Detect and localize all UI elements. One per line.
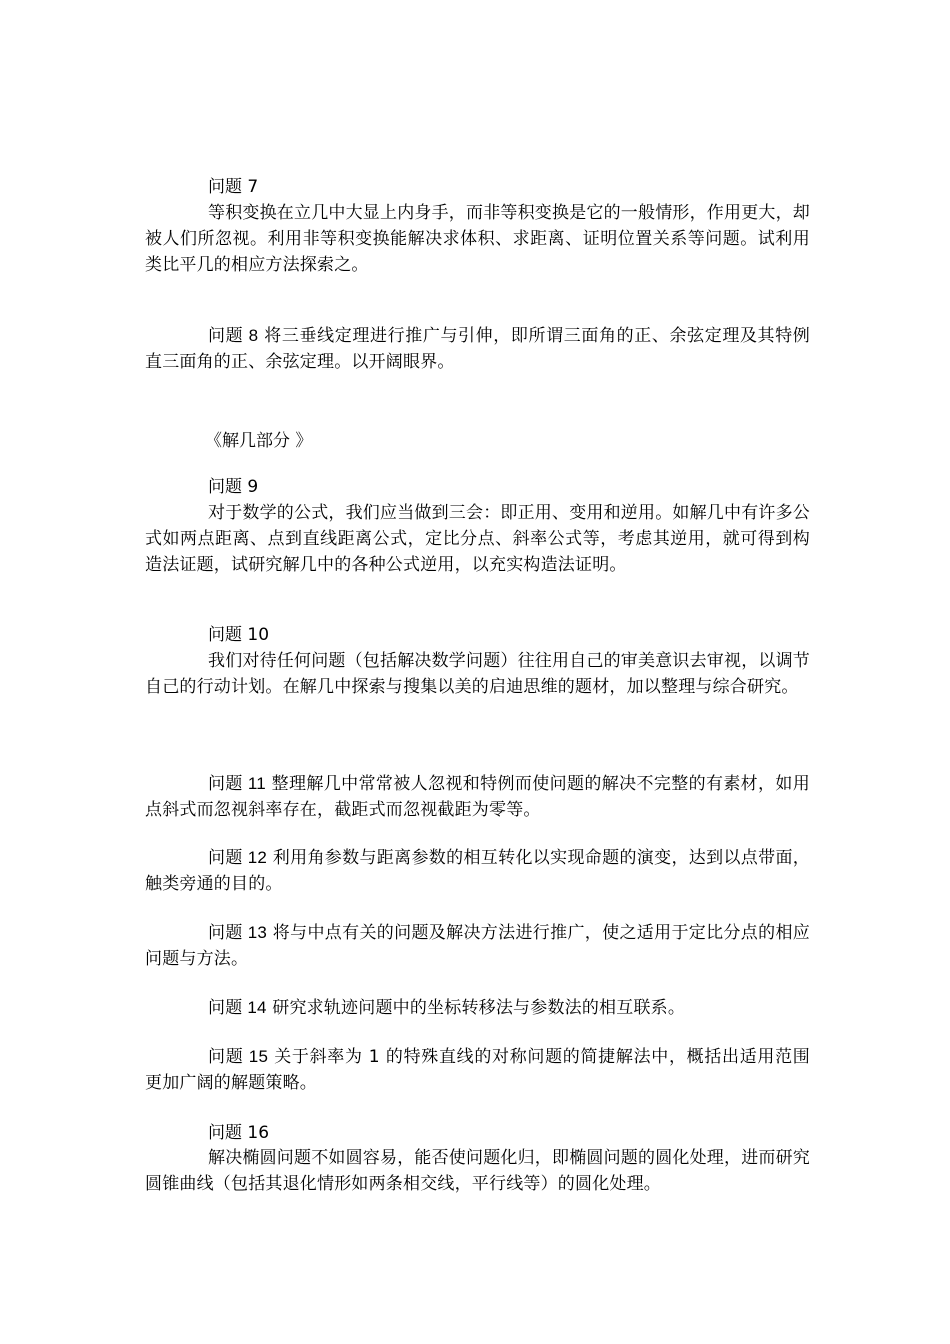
problem-10-label: 问题 10 bbox=[208, 625, 270, 645]
problem-14-label: 问题 14 bbox=[208, 998, 267, 1017]
problem-16-label: 问题 16 bbox=[208, 1123, 270, 1143]
problem-14 bbox=[145, 995, 810, 1021]
problem-12-text: 利用角参数与距离参数的相互转化以实现命题的演变，达到以点带面，触类旁通的目的。 bbox=[145, 848, 811, 894]
problem-8-paragraph bbox=[145, 323, 810, 375]
problem-7-label: 问题 7 bbox=[208, 177, 259, 197]
problem-11-label: 问题 11 bbox=[208, 774, 266, 793]
problem-15-label: 问题 15 bbox=[208, 1047, 269, 1066]
problem-16 bbox=[145, 1145, 810, 1197]
problem-8-text: 将三垂线定理进行推广与引伸，即所谓三面角的正、余弦定理及其特例直三面角的正、余弦定理。以开阔眼界。 bbox=[145, 326, 810, 372]
section-title: 《解几部分 》 bbox=[205, 431, 313, 451]
problem-12 bbox=[145, 845, 810, 897]
problem-13 bbox=[145, 920, 810, 972]
problem-11-paragraph bbox=[145, 771, 810, 823]
problem-14-paragraph bbox=[145, 995, 810, 1021]
problem-14-text: 研究求轨迹问题中的坐标转移法与参数法的相互联系。 bbox=[272, 998, 686, 1018]
problem-8 bbox=[145, 323, 810, 375]
problem-15-text: 关于斜率为 1 的特殊直线的对称问题的简捷解法中，概括出适用范围更加广阔的解题策略。 bbox=[145, 1047, 810, 1093]
problem-7 bbox=[145, 200, 810, 278]
problem-10 bbox=[145, 648, 810, 700]
problem-11-text: 整理解几中常常被人忽视和特例而使问题的解决不完整的有素材，如用点斜式而忽视斜率存在，截距式而忽视截距为零等。 bbox=[145, 774, 810, 820]
problem-16-text: 解决椭圆问题不如圆容易，能否使问题化归，即椭圆问题的圆化处理，进而研究圆锥曲线（包括其退化情形如两条相交线，平行线等）的圆化处理。 bbox=[145, 1148, 810, 1194]
problem-15 bbox=[145, 1044, 810, 1096]
problem-15-paragraph bbox=[145, 1044, 810, 1096]
problem-11 bbox=[145, 771, 810, 823]
problem-13-paragraph bbox=[145, 920, 810, 972]
problem-13-label: 问题 13 bbox=[208, 923, 268, 942]
problem-9-label: 问题 9 bbox=[208, 477, 259, 497]
problem-9-text: 对于数学的公式，我们应当做到三会：即正用、变用和逆用。如解几中有许多公式如两点距离、点到直线距离公式，定比分点、斜率公式等，考虑其逆用，就可得到构造法证题，试研究解几中的各种公式逆用，以充实构造法证明。 bbox=[145, 503, 810, 575]
problem-9 bbox=[145, 500, 810, 578]
problem-8-label: 问题 8 bbox=[208, 326, 259, 345]
problem-10-text: 我们对待任何问题（包括解决数学问题）往往用自己的审美意识去审视，以调节自己的行动计划。在解几中探索与搜集以美的启迪思维的题材，加以整理与综合研究。 bbox=[145, 651, 810, 697]
problem-12-paragraph bbox=[145, 845, 810, 897]
problem-7-text: 等积变换在立几中大显上内身手，而非等积变换是它的一般情形，作用更大，却被人们所忽视。利用非等积变换能解决求体积、求距离、证明位置关系等问题。试利用类比平几的相应方法探索之。 bbox=[145, 203, 810, 275]
problem-12-label: 问题 12 bbox=[208, 848, 268, 867]
problem-13-text: 将与中点有关的问题及解决方法进行推广，使之适用于定比分点的相应问题与方法。 bbox=[145, 923, 811, 969]
